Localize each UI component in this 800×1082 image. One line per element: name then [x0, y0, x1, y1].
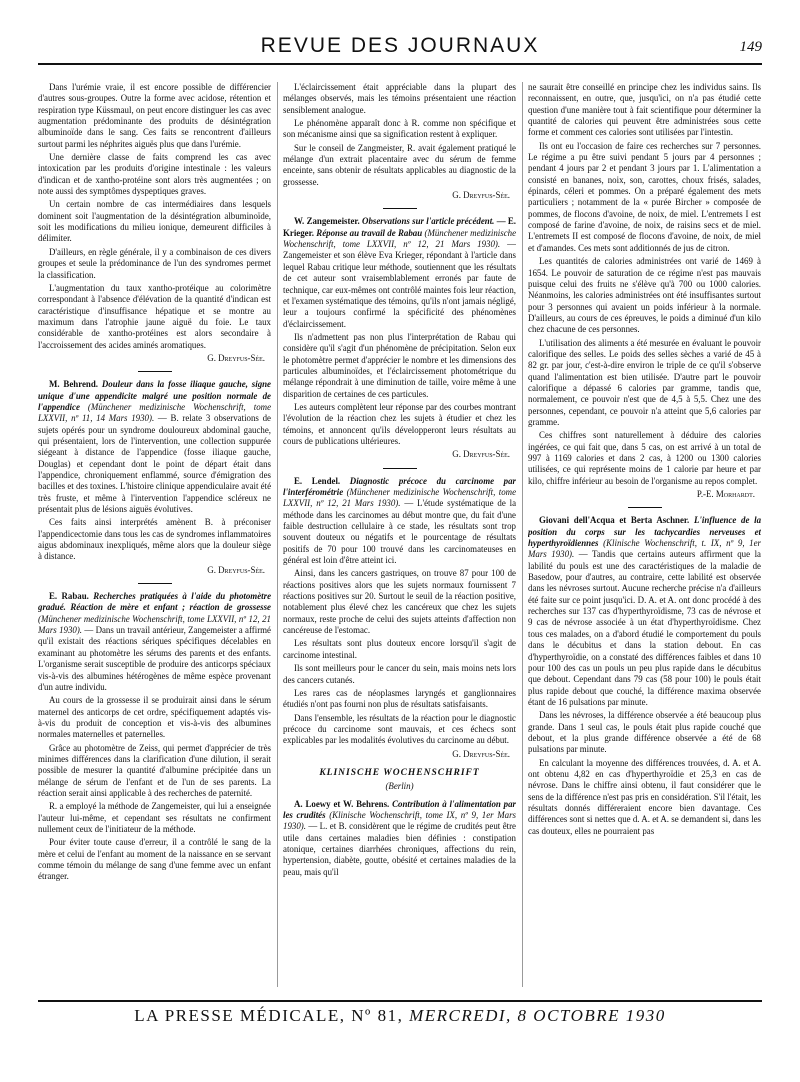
paragraph: Dans l'urémie vraie, il est encore possible de différencier d'autres sous-groupes. Outre la forme avec acidose, rétention et respiration type Küssmaul, on peut encore distinguer les cas avec augmentation prédominante des produits de désintégration albuminoïde dans le sang. Ces faits se rencontrent d'ailleurs surtout parmi les néphrites aiguës plus que dans l'urémie. — [38, 82, 271, 149]
paragraph: L'augmentation du taux xantho-protéique au colorimètre correspondant à l'absence d'élévation de la quantité d'indican est caractéristique d'insuffisance hépatique et se montre au maximum dans l'atrophie jaune aiguë du foie. Le taux considérable de xantho-protéines est alors secondaire à l'accroissement des acides aminés aromatiques. — [38, 282, 271, 350]
text-columns — [38, 82, 762, 987]
paragraph: Dans les névroses, la différence observée a été beaucoup plus grande. Dans 1 seul cas, le pouls était plus rapide couché que debout, et la plus grande différence observée a été de 68 pulsations par minute. — [528, 710, 761, 755]
reviewer-signature: G. Dreyfus-Sée. — [207, 352, 265, 363]
article-behrend — [38, 379, 271, 576]
paragraph: Ils n'admettent pas non plus l'interprétation de Rabau qui considère qu'il s'agit d'un phénomène de précipitation. Selon eux le photomètre permet d'apprécier le nombre et les dimensions des particules albuminoïdes, et l'éclaircissement photométrique du mélange répondrait à une diminution de taille, voire même à une disparition de certaines de ces particules. — [283, 331, 516, 399]
paragraph: D'ailleurs, en règle générale, il y a combinaison de ces divers groupes et seule la prédominance de l'un des syndromes permet la classification. — [38, 246, 271, 280]
page-header — [38, 33, 762, 65]
reviewer-signature: G. Dreyfus-Sée. — [207, 564, 265, 575]
paragraph: En calculant la moyenne des différences trouvées, d. A. et A. ont obtenu 4,82 en cas d'hyperthyroïdie et 25,3 en cas de névrose. Dans le chiffre ainsi obtenu, il faut considérer que le sens de la différence n'est pas pris en considération. S'il l'était, les résultats donnés différeraient encore bien davantage. Ces différences sont si nettes que d. A. et A. se demandent si, dans les cas douteux, elles ne pourraient pas — [528, 757, 761, 836]
article-author: E. Rabau. — [49, 591, 89, 602]
article-separator — [138, 583, 172, 584]
paragraph: Les rares cas de néoplasmes laryngés et ganglionnaires étudiés n'ont pas fourni non plus de résultats satisfaisants. — [283, 687, 516, 710]
reviewer-signature: G. Dreyfus-Sée. — [452, 449, 510, 460]
article-separator — [383, 468, 417, 469]
section-title: KLINISCHE WOCHENSCHRIFT — [319, 767, 480, 778]
paragraph: Ils ont eu l'occasion de faire ces recherches sur 7 personnes. Le régime a pu être suivi pendant 5 jours par 4 personnes ; pendant 4 jours par 2 et pendant 3 jours par 1. L'alimentation a consisté en bananes, noix, son, carottes, choux frisés, salades, épinards, céleri et pommes. On a préparé également des mets particuliers ; notamment de la « purée Bircher » composée de pommes, de flocons d'avoine, de noix, de miel. L'entremets I est composé de farine d'avoine, de noix, de raisins secs et de miel. L'entremets II est composé de flocons d'avoine, de noix, de miel et d'amandes. Ces mets sont additionnés de jus de citron. — [528, 140, 761, 253]
paragraph: Ces faits ainsi interprétés amènent B. à préconiser l'appendicectomie dans tous les cas de syndromes inflammatoires aigus abdominaux inexpliqués, même alors que la douleur siège à distance. — [38, 517, 271, 562]
running-title: REVUE DES JOURNAUX — [260, 34, 540, 57]
column-2 — [283, 82, 516, 987]
article-author: E. Lendel. — [294, 475, 341, 486]
article-body: — L'étude systématique de la méthode dans les carcinomes au début montre que, du fait d'une faible destruction cellulaire à ce stade, les résultats sont trop souvent douteux ou négatifs et le pourcentage de résultats positifs de 70 pour 100 trouvé dans les carcinomateuses en général est loin d'être atteint ici. — [283, 498, 516, 566]
paragraph: Un certain nombre de cas intermédiaires dans lesquels dominent soit l'augmentation de la désintégration albuminoïde, soit les modifications du milieu ionique, demeurent difficiles à délimiter. — [38, 199, 271, 244]
paragraph: Ces chiffres sont naturellement à déduire des calories ingérées, ce qui fait que, dans 5 cas, on est arrivé à un total de 997 à 1169 calories et dans 2 cas, à 1200 ou 1300 calories utilisées, ce qui représente moins de 1 calorie par heure et par kilo, chiffre inférieur au besoin de l'organisme au repos complet. — [528, 430, 761, 486]
paragraph: Les résultats sont plus douteux encore lorsqu'il s'agit de carcinome intestinal. — [283, 638, 516, 660]
article-title-2: Réponse au travail de Rabau — [316, 227, 423, 238]
paragraph: L'utilisation des aliments a été mesurée en évaluant le pouvoir calorifique des selles. Le poids des selles sèches a varié de 45 à 82 gr. par jour, c'est-à-dire environ le triple de ce qu'il s'observe quand l'alimentation est bien utilisée. D'autre part le pouvoir calorifique a dépassé 6 calories par gramme, tandis que, normalement, ce pouvoir n'est que de 4,5 à 5,5. Chez une des personnes, cependant, ce pouvoir n'a atteint que 5,6 calories par gramme. — [528, 337, 761, 427]
article-title: Recherches pratiquées à l'aide du photomètre gradué. Réaction de mère et enfant ; réaction de grossesse — [38, 591, 271, 613]
paragraph: Ainsi, dans les cancers gastriques, on trouve 87 pour 100 de réactions positives alors que les sujets normaux fournissent 7 réactions positives sur 20. Surtout le seuil de la réaction positive, notablement plus élevé chez les cancéreux que chez les sujets normaux, reste proche de celui des sujets atteints d'affection non cancéreuse de l'estomac. — [283, 568, 516, 636]
reviewer-signature: P.-E. Morhardt. — [696, 489, 755, 500]
article-author: Giovani dell'Acqua et Berta Aschner. — [539, 515, 690, 526]
article-title: L'influence de la position du corps sur les tachycardies nerveuses et hyperthyroïdiennes — [528, 515, 761, 549]
article-heading — [283, 799, 516, 878]
article-lendel — [283, 476, 516, 760]
paragraph: Une dernière classe de faits comprend les cas avec intoxication par les produits d'origine intestinale : les valeurs d'indican et de xantho-protéine sont alors très augmentées ; on note aussi des symptômes dyspeptiques graves. — [38, 152, 271, 197]
article-reference: (Münchener medizinische Wochenschrift, tome LXXVII, nº 12, 21 Mars 1930). — [283, 487, 516, 509]
paragraph: Le phénomène apparaît donc à R. comme non spécifique et son mécanisme ainsi que sa signification restent à expliquer. — [283, 118, 516, 140]
article-heading — [38, 591, 271, 693]
article-heading — [283, 216, 516, 329]
paragraph: ne saurait être conseillé en principe chez les individus sains. Ils reconnaissent, en outre, que, jusqu'ici, on n'a pas étudié cette question d'une manière tout à fait scientifique pour déterminer la quantité de calories qui peuvent être administrées sous cette forme et comment ces calories sont utilisées par l'intestin. — [528, 82, 761, 138]
issue-date: MERCREDI, 8 OCTOBRE 1930 — [409, 1006, 666, 1025]
article-reference: (Münchener medizinische Wochenschrift, tome LXXVII, nº 12, 21 Mars 1930). — [38, 613, 271, 636]
article-heading — [283, 476, 516, 567]
article-reference: (Klinische Wochenschrift, tome IX, nº 9, 1er Mars 1930). — [283, 809, 516, 832]
article-separator — [138, 371, 172, 372]
article-rabau — [38, 591, 271, 883]
section-place: (Berlin) — [385, 781, 414, 792]
article-title: Diagnostic précoce du carcinome par l'interférométrie — [283, 475, 516, 497]
article-author: W. Zangemeister. — [294, 216, 360, 227]
issue-number: Nº 81, — [351, 1006, 404, 1025]
article-title: Observations sur l'article précédent. — [362, 216, 495, 227]
page-number: 149 — [739, 39, 762, 55]
article-body: — L. et B. considèrent que le régime de crudités peut être utile dans certaines maladies bien définies : constipation atonique, certaines diarrhées chroniques, affections du rein, hypertension, diabète, goutte, obésité et certaines maladies de la peau, mais qu'il — [283, 821, 516, 877]
reviewer-signature: G. Dreyfus-Sée. — [452, 190, 510, 201]
article-author: A. Loewy et W. Behrens. — [294, 798, 390, 809]
article-reference: (Klinische Wochenschrift, t. IX, nº 9, 1er Mars 1930). — [528, 538, 761, 560]
article-body: — Tandis que certains auteurs affirment que la labilité du pouls est une des caractéristiques de la maladie de Basedow, pour d'autres, au contraire, cette labilité est observée dans les névroses surtout. Aucune recherche précise n'a d'ailleurs été faite sur ce point jusqu'ici. D. A. et A. ont donc procédé à des recherches sur 137 cas d'hyperthyroïdisme, 73 cas de névrose et 9 cas de névrose associée à un état d'hyperthyroïdisme. Chez tous ces malades, on a d'abord étudié le comportement du pouls dans le décubitus et dans la station debout. En cas d'hyperthyroïdie, on a constaté des différences faibles et dans 10 pour 100 des cas un pouls un peu plus rapide dans le décubitus que debout. Cependant dans 79 cas (58 pour 100) le pouls était plus rapide debout que couché, la différence maxima observée étant de 16 pulsations par minute. — [528, 549, 761, 707]
journal-name: LA PRESSE MÉDICALE, — [134, 1006, 346, 1025]
paragraph: Grâce au photomètre de Zeiss, qui permet d'apprécier de très minimes différences dans la clarification d'une dilution, il serait possible de mesurer la quantité d'albumine précipitée dans un mélange de sérum de l'enfant et de l'un de ses parents. La réaction serait ainsi applicable à des recherches de paternité. — [38, 742, 271, 798]
article-heading — [528, 515, 761, 708]
article-separator — [628, 507, 662, 508]
column-divider — [522, 82, 523, 987]
article-body: — Zangemeister et son élève Eva Krieger, répondant à l'article dans lequel Rabau critique leur méthode, soutiennent que les résultats de cet auteur sont vraisemblablement erronés par faute de technique, car eux-mêmes ont contrôlé maintes fois leur réaction, et l'examen systématique des témoins, qu'ils n'ont jamais négligé, leur a toujours confirmé la spécificité des phénomènes d'éclaircissement. — [283, 239, 516, 329]
paragraph: Les auteurs complètent leur réponse par des courbes montrant l'évolution de la réaction chez les sujets à étudier et chez les témoins, et annoncent qu'ils développeront leurs résultats au cours de publications ultérieures. — [283, 401, 516, 446]
article-loewy — [283, 799, 516, 878]
paragraph: Les quantités de calories administrées ont varié de 1469 à 1654. Le pouvoir de saturation de ce régime n'est pas mauvais puisque celui des fruits ne s'élève qu'à 700 ou 1000 calories. Néanmoins, les calories administrées ont été insuffisantes surtout pour 3 personnes qui avaient un poids inférieur à la normale. D'ailleurs, au cours de ces épreuves, le poids a diminué d'un kilo chez chacune de ces personnes. — [528, 256, 761, 335]
column-1 — [38, 82, 271, 987]
article-body: — B. relate 3 observations de sujets opérés pour un syndrome douloureux abdominal gauche, qui présentaient, lors de l'intervention, une collection suppurée siégeant à distance de l'appendice (fosse iliaque gauche, Douglas) et cependant dont le point de départ était dans l'appendice, chroniquement enflammé, source d'émigration des bacilles et des toxines. L'histoire clinique appendiculaire avait été très fruste, et même à l'intervention l'appendice scléreux ne présentait plus de lésions aiguës évolutives. — [38, 413, 271, 515]
paragraph: R. a employé la méthode de Zangemeister, qui lui a enseignée l'auteur lui-même, et cependant ses résultats ne confirment nullement ceux de l'initiateur de la méthode. — [38, 801, 271, 834]
article-dellacqua — [528, 515, 761, 837]
article-reference: (Münchener medizinische Wochenschrift, tome LXXVII, nº 12, 21 Mars 1930). — [283, 227, 516, 250]
article-author: M. Behrend. — [49, 379, 99, 390]
article-title: Contribution à l'alimentation par les crudités — [283, 798, 516, 820]
paragraph: Au cours de la grossesse il se produirait ainsi dans le sérum maternel des anticorps de cet ordre, spécifiquement adaptés vis-à-vis du produit de conception et vis-à-vis des albumines normales maternelles et paternelles. — [38, 695, 271, 740]
article-coauthor: — E. Krieger. — [283, 216, 516, 238]
paragraph: Pour éviter toute cause d'erreur, il a contrôlé le sang de la mère et celui de l'enfant au moment de la naissance en se servant comme témoin du mélange de sang d'une femme avec un enfant étranger. — [38, 837, 271, 882]
paragraph: L'éclaircissement était appréciable dans la plupart des mélanges observés, mais les témoins présentaient une réaction sensiblement analogue. — [283, 82, 516, 115]
column-3 — [528, 82, 761, 987]
paragraph: Ils sont meilleurs pour le cancer du sein, mais moins nets lors des cancers cutanés. — [283, 663, 516, 685]
article-heading — [38, 379, 271, 515]
article-reference: (Münchener medizinische Wochenschrift, tome LXXVII, nº 11, 14 Mars 1930). — [38, 401, 271, 424]
article-body: — Dans un travail antérieur, Zangemeister a affirmé qu'il existait des réactions sériques spécifiques décelables en examinant au photomètre les sérums des parents et des enfants. L'organisme serait susceptible de produire des anticorps spéciaux vis-à-vis des albumines hétérogènes de même espèce provenant d'un autre individu. — [38, 625, 271, 692]
column-divider — [277, 82, 278, 987]
paragraph: Sur le conseil de Zangmeister, R. avait également pratiqué le mélange d'un extrait placentaire avec du sérum de femme enceinte, sans obtenir de résultats applicables au diagnostic de la grossesse. — [283, 142, 516, 187]
article-title: Douleur dans la fosse iliaque gauche, signe unique d'une appendicite malgré une position normale de l'appendice — [38, 379, 271, 412]
article-separator — [383, 208, 417, 209]
reviewer-signature: G. Dreyfus-Sée. — [452, 748, 510, 759]
article-zangemeister — [283, 216, 516, 460]
page-footer — [38, 1000, 762, 1028]
paragraph: Dans l'ensemble, les résultats de la réaction pour le diagnostic précoce du carcinome sont mauvais, et ces échecs sont explicables par les modalités évolutives du carcinome au début. — [283, 712, 516, 746]
